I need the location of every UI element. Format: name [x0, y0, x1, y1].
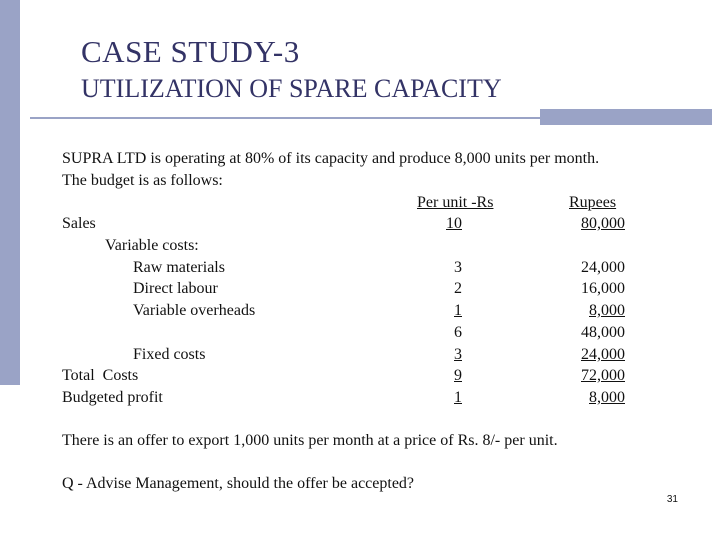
- row-label: Fixed costs: [133, 346, 206, 363]
- table-row-direct-labour: [0, 278, 720, 299]
- table-header-row: [0, 192, 720, 213]
- row-per-unit: 2: [454, 280, 462, 297]
- title-divider-block: [540, 109, 712, 125]
- slide-title: CASE STUDY-3: [81, 34, 300, 69]
- table-row-total-costs: [0, 365, 720, 386]
- intro-line-2: The budget is as follows:: [62, 172, 223, 189]
- row-per-unit: 1: [454, 389, 462, 406]
- row-total: 48,000: [581, 324, 625, 341]
- row-total: 8,000: [589, 389, 625, 406]
- table-row-variable-costs: [0, 235, 720, 256]
- row-label: Variable overheads: [133, 302, 256, 319]
- header-per-unit: Per unit -Rs: [417, 194, 494, 211]
- row-total: 16,000: [581, 280, 625, 297]
- row-per-unit: 1: [454, 302, 462, 319]
- page-number: 31: [666, 494, 678, 505]
- row-label: Sales: [62, 215, 96, 232]
- row-label: Direct labour: [133, 280, 218, 297]
- row-total: 24,000: [581, 346, 625, 363]
- row-label: Total Costs: [62, 367, 139, 384]
- row-per-unit: 3: [454, 259, 462, 276]
- row-total: 80,000: [581, 215, 625, 232]
- table-row-sales: [0, 213, 720, 234]
- table-row-budgeted-profit: [0, 387, 720, 408]
- row-per-unit: 6: [454, 324, 462, 341]
- row-label: Budgeted profit: [62, 389, 163, 406]
- row-label: Raw materials: [133, 259, 225, 276]
- intro-line-1: SUPRA LTD is operating at 80% of its capacity and produce 8,000 units per month.: [62, 150, 600, 167]
- row-label: Variable costs:: [105, 237, 199, 254]
- table-row-raw-materials: [0, 257, 720, 278]
- row-per-unit: 10: [446, 215, 462, 232]
- table-row-variable-overheads: [0, 300, 720, 321]
- row-total: 24,000: [581, 259, 625, 276]
- title-divider: [30, 117, 540, 119]
- header-rupees: Rupees: [569, 194, 617, 211]
- row-total: 8,000: [589, 302, 625, 319]
- row-per-unit: 3: [454, 346, 462, 363]
- row-per-unit: 9: [454, 367, 462, 384]
- table-row-variable-subtotal: [0, 322, 720, 343]
- question-text: Q - Advise Management, should the offer be accepted?: [62, 475, 415, 492]
- offer-text: There is an offer to export 1,000 units per month at a price of Rs. 8/- per unit.: [62, 432, 558, 449]
- slide-subtitle: UTILIZATION OF SPARE CAPACITY: [81, 74, 502, 103]
- table-row-fixed-costs: [0, 344, 720, 365]
- row-total: 72,000: [581, 367, 625, 384]
